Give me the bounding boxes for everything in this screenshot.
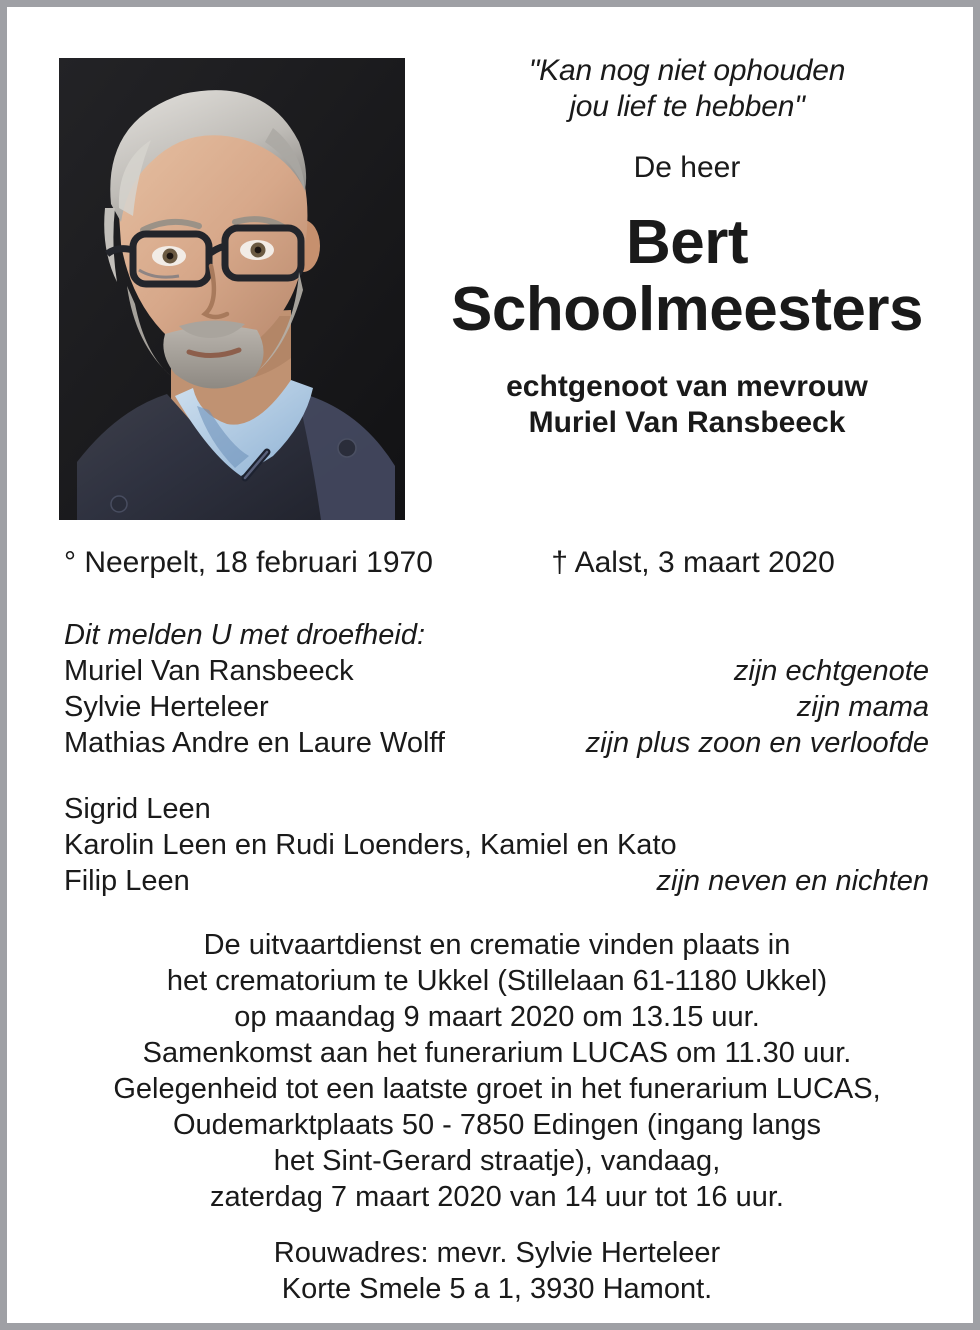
family-member-name: Sylvie Herteleer — [64, 691, 269, 723]
service-line: op maandag 9 maart 2020 om 13.15 uur. — [234, 1001, 760, 1033]
family-block-extended — [64, 791, 929, 899]
family-row — [64, 791, 929, 827]
family-member-relation: zijn neven en nichten — [656, 865, 929, 897]
memorial-quote — [427, 53, 947, 125]
family-intro: Dit melden U met droefheid: — [64, 619, 426, 651]
family-block-immediate — [64, 617, 929, 761]
mourning-address-line: Rouwadres: mevr. Sylvie Herteleer — [273, 1237, 721, 1269]
service-line: De uitvaartdienst en crematie vinden plaats in — [203, 929, 791, 961]
family-row — [64, 653, 929, 689]
life-dates — [64, 545, 929, 581]
family-member-name: Mathias Andre en Laure Wolff — [64, 727, 445, 759]
mourning-address — [47, 1235, 947, 1307]
family-member-name: Sigrid Leen — [64, 793, 211, 825]
birth-date: ° Neerpelt, 18 februari 1970 — [64, 546, 433, 579]
header-column — [427, 53, 947, 441]
family-name: Schoolmeesters — [451, 275, 923, 344]
family-member-relation: zijn plus zoon en verloofde — [585, 727, 929, 759]
family-member-relation: zijn mama — [796, 691, 929, 723]
family-member-name: Karolin Leen en Rudi Loenders, Kamiel en Kato — [64, 829, 677, 861]
given-name: Bert — [625, 208, 749, 277]
spouse-of — [427, 369, 947, 441]
family-row — [64, 827, 929, 863]
service-line: Gelegenheid tot een laatste groet in het funerarium LUCAS, — [113, 1073, 881, 1105]
death-date: † Aalst, 3 maart 2020 — [551, 546, 835, 579]
service-line: het crematorium te Ukkel (Stillelaan 61-1180 Ukkel) — [166, 965, 828, 997]
service-details — [47, 927, 947, 1215]
family-row — [64, 863, 929, 899]
service-line: zaterdag 7 maart 2020 van 14 uur tot 16 uur. — [210, 1181, 784, 1213]
honorific: De heer — [633, 151, 741, 184]
quote-line-1: "Kan nog niet ophouden — [528, 54, 846, 87]
service-line: Samenkomst aan het funerarium LUCAS om 11.30 uur. — [142, 1037, 852, 1069]
service-line: Oudemarktplaats 50 - 7850 Edingen (ingang langs — [172, 1109, 822, 1141]
spouse-line-2: Muriel Van Ransbeeck — [528, 406, 846, 439]
quote-line-2: jou lief te hebben" — [569, 90, 805, 123]
portrait-photo — [59, 58, 405, 520]
family-member-relation: zijn echtgenote — [733, 655, 929, 687]
mourning-address-line: Korte Smele 5 a 1, 3930 Hamont. — [281, 1273, 713, 1305]
family-row — [64, 725, 929, 761]
spouse-line-1: echtgenoot van mevrouw — [506, 370, 868, 403]
family-row — [64, 689, 929, 725]
family-member-name: Filip Leen — [64, 865, 190, 897]
family-member-name: Muriel Van Ransbeeck — [64, 655, 354, 687]
service-line: het Sint-Gerard straatje), vandaag, — [273, 1145, 721, 1177]
portrait-illustration — [59, 58, 405, 520]
